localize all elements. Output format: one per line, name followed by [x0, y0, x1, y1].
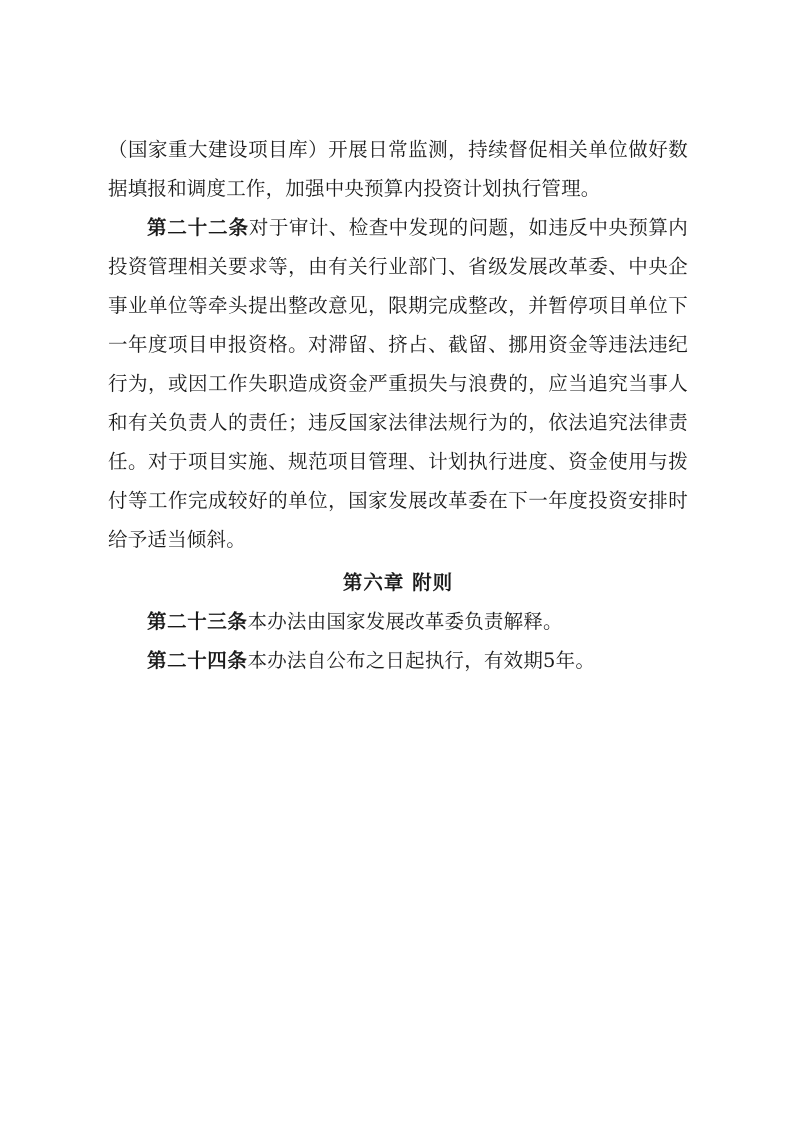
- paragraph-continuation: [108, 130, 688, 208]
- article-23-paragraph: [108, 602, 688, 641]
- article-23-label: 第二十三条: [147, 610, 248, 633]
- paragraph-text: （国家重大建设项目库）开展日常监测，持续督促相关单位做好数据填报和调度工作，加强中央预算内投资计划执行管理。: [108, 138, 688, 200]
- article-24-text: 本办法自公布之日起执行，有效期5年。: [247, 649, 596, 672]
- chapter-heading: 第六章 附则: [342, 571, 454, 594]
- article-22-paragraph: [108, 208, 688, 559]
- article-24-paragraph: [108, 641, 688, 680]
- article-22-text: 对于审计、检查中发现的问题，如违反中央预算内投资管理相关要求等，由有关行业部门、省级发展改革委、中央企事业单位等牵头提出整改意见，限期完成整改，并暂停项目单位下一年度项目申报资格。对滞留、挤占、截留、挪用资金等违法违纪行为，或因工作失职造成资金严重损失与浪费的，应当追究当事人和有关负责人的责任；违反国家法律法规行为的，依法追究法律责任。对于项目实施、规范项目管理、计划执行进度、资金使用与拨付等工作完成较好的单位，国家发展改革委在下一年度投资安排时给予适当倾斜。: [108, 216, 688, 551]
- article-23-text: 本办法由国家发展改革委负责解释。: [247, 610, 563, 633]
- document-body: [108, 130, 688, 680]
- article-24-label: 第二十四条: [147, 649, 248, 672]
- article-22-label: 第二十二条: [147, 216, 249, 239]
